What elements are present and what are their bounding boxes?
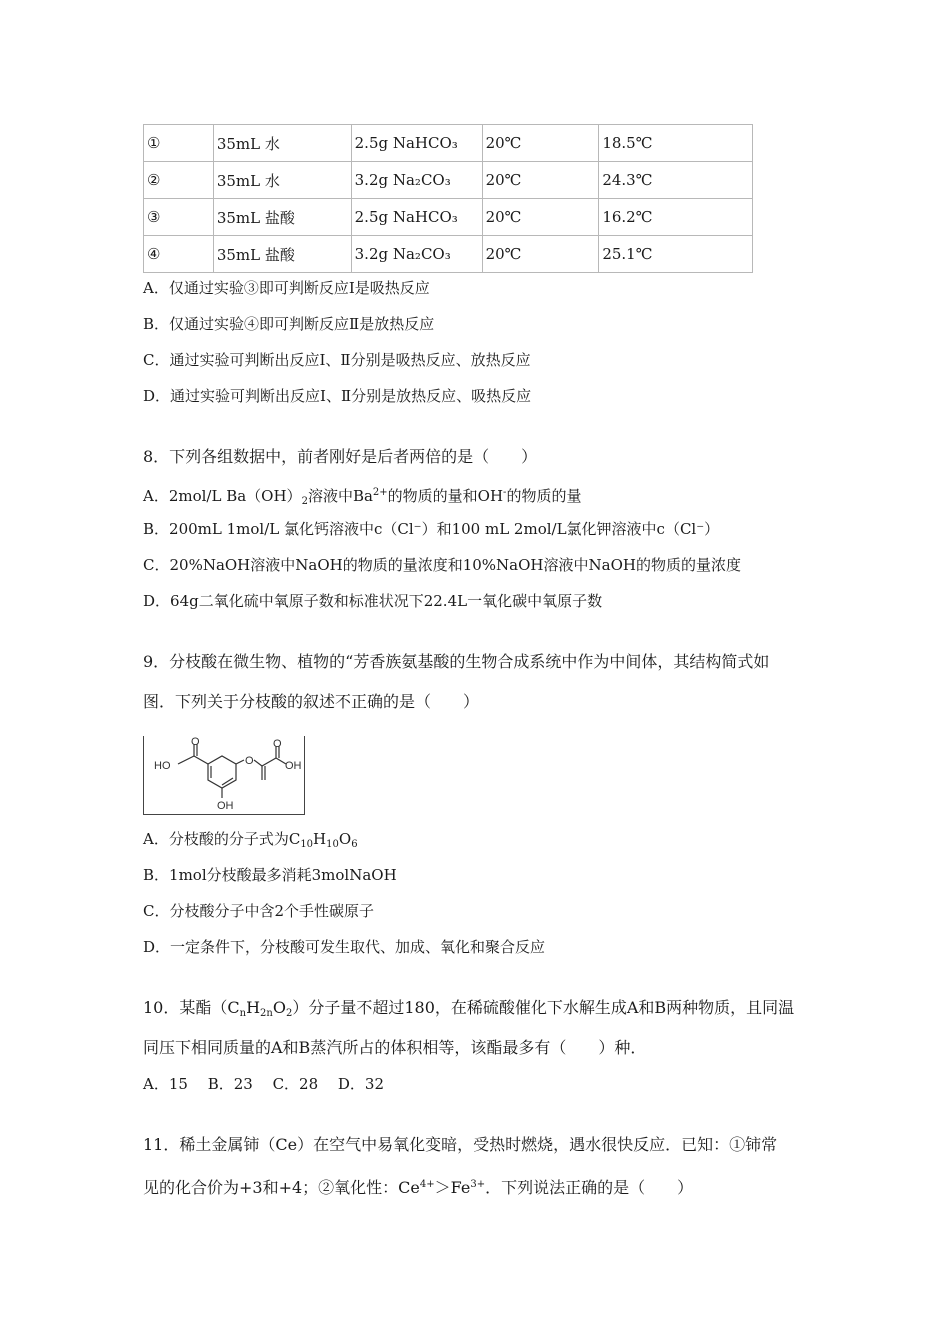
q9-stem-line2: 图．下列关于分枝酸的叙述不正确的是（ ） xyxy=(143,692,480,711)
table-row xyxy=(144,236,753,273)
q9-option-b: B．1mol分枝酸最多消耗3molNaOH xyxy=(143,866,397,884)
atom-label: O xyxy=(245,755,254,767)
table-cell: ③ xyxy=(144,199,214,236)
table-cell: 18.5℃ xyxy=(599,125,753,162)
text-run: O xyxy=(272,998,286,1017)
q8-option-c: C．20%NaOH溶液中NaOH的物质的量浓度和10%NaOH溶液中NaOH的物质的量浓度 xyxy=(143,556,741,574)
subscript: 6 xyxy=(351,839,358,850)
q7-option-a: A．仅通过实验③即可判断反应Ⅰ是吸热反应 xyxy=(143,279,430,297)
table-cell: 24.3℃ xyxy=(599,162,753,199)
q9-stem-line1: 9．分枝酸在微生物、植物的“芳香族氨基酸的生物合成系统中作为中间体，其结构简式如 xyxy=(143,652,770,671)
table-cell: 20℃ xyxy=(482,199,599,236)
q8-option-d: D．64g二氧化硫中氧原子数和标准状况下22.4L一氧化碳中氧原子数 xyxy=(143,592,603,610)
atom-label: OH xyxy=(217,800,234,812)
subscript: 2n xyxy=(260,1008,273,1019)
subscript: 2 xyxy=(285,1008,293,1019)
q10-stem-line1 xyxy=(143,998,794,1024)
text-run: ）分子量不超过180，在稀硫酸催化下水解生成A和B两种物质，且同温 xyxy=(292,998,795,1017)
text-run: A．分枝酸的分子式为C xyxy=(143,830,301,848)
atom-label: HO xyxy=(154,760,171,772)
table-cell: 2.5g NaHCO₃ xyxy=(351,125,482,162)
text-run: ．下列说法正确的是（ ） xyxy=(485,1178,694,1197)
table-cell: 3.2g Na₂CO₃ xyxy=(351,162,482,199)
q9-option-d: D．一定条件下，分枝酸可发生取代、加成、氧化和聚合反应 xyxy=(143,938,546,956)
table-cell: 25.1℃ xyxy=(599,236,753,273)
q9-option-c: C．分枝酸分子中含2个手性碳原子 xyxy=(143,902,375,920)
table-cell: 16.2℃ xyxy=(599,199,753,236)
table-cell: 20℃ xyxy=(482,162,599,199)
text-run: 见的化合价为+3和+4；②氧化性：Ce xyxy=(143,1178,420,1197)
text-run: 溶液中Ba xyxy=(307,487,373,505)
table-cell: ④ xyxy=(144,236,214,273)
text-run: 的物质的量 xyxy=(506,487,582,505)
q8-option-a xyxy=(143,483,581,512)
q7-option-c: C．通过实验可判断出反应Ⅰ、Ⅱ分别是吸热反应、放热反应 xyxy=(143,351,531,369)
atom-label: O xyxy=(191,736,200,748)
table-cell: 35mL 盐酸 xyxy=(213,199,351,236)
subscript: 10 xyxy=(326,839,339,850)
q10-options: A．15 B．23 C．28 D．32 xyxy=(143,1075,385,1093)
superscript: 3+ xyxy=(470,1179,486,1190)
q7-option-d: D．通过实验可判断出反应Ⅰ、Ⅱ分别是放热反应、吸热反应 xyxy=(143,387,532,405)
q11-stem-line2 xyxy=(143,1175,693,1198)
q8-stem: 8．下列各组数据中，前者刚好是后者两倍的是（ ） xyxy=(143,447,538,466)
atom-label: OH xyxy=(285,760,302,772)
chorismic-acid-structure xyxy=(143,736,305,815)
molecule-drawing xyxy=(144,736,304,814)
superscript: - xyxy=(503,487,507,498)
table-cell: ① xyxy=(144,125,214,162)
table-cell: 35mL 水 xyxy=(213,162,351,199)
table-cell: 2.5g NaHCO₃ xyxy=(351,199,482,236)
q9-option-a xyxy=(143,829,358,855)
subscript: 2 xyxy=(301,496,308,507)
q10-stem-line2: 同压下相同质量的A和B蒸汽所占的体积相等，该酯最多有（ ）种． xyxy=(143,1038,647,1057)
experiment-table xyxy=(143,124,753,273)
q11-stem-line1: 11．稀土金属铈（Ce）在空气中易氧化变暗，受热时燃烧，遇水很快反应．已知：①铈常 xyxy=(143,1135,778,1154)
q8-option-b: B．200mL 1mol/L 氯化钙溶液中c（Cl⁻）和100 mL 2mol/L氯化钾溶液中c（Cl⁻） xyxy=(143,520,720,538)
subscript: n xyxy=(239,1008,247,1019)
text-run: H xyxy=(246,998,261,1017)
table-row xyxy=(144,125,753,162)
text-run: A．2mol/L Ba（OH） xyxy=(143,487,302,505)
q7-option-b: B．仅通过实验④即可判断反应Ⅱ是放热反应 xyxy=(143,315,435,333)
superscript: 4+ xyxy=(419,1179,435,1190)
atom-label: O xyxy=(273,738,282,750)
text-run: ＞Fe xyxy=(434,1178,471,1197)
table-cell: 20℃ xyxy=(482,236,599,273)
table-row xyxy=(144,162,753,199)
text-run: O xyxy=(338,830,352,848)
table-cell: 35mL 盐酸 xyxy=(213,236,351,273)
text-run: H xyxy=(313,830,327,848)
text-run: 10．某酯（C xyxy=(143,998,240,1017)
table-row xyxy=(144,199,753,236)
table-cell: 35mL 水 xyxy=(213,125,351,162)
superscript: 2+ xyxy=(372,487,388,498)
table-cell: ② xyxy=(144,162,214,199)
subscript: 10 xyxy=(300,839,314,850)
table-cell: 20℃ xyxy=(482,125,599,162)
table-cell: 3.2g Na₂CO₃ xyxy=(351,236,482,273)
text-run: 的物质的量和OH xyxy=(387,487,504,505)
